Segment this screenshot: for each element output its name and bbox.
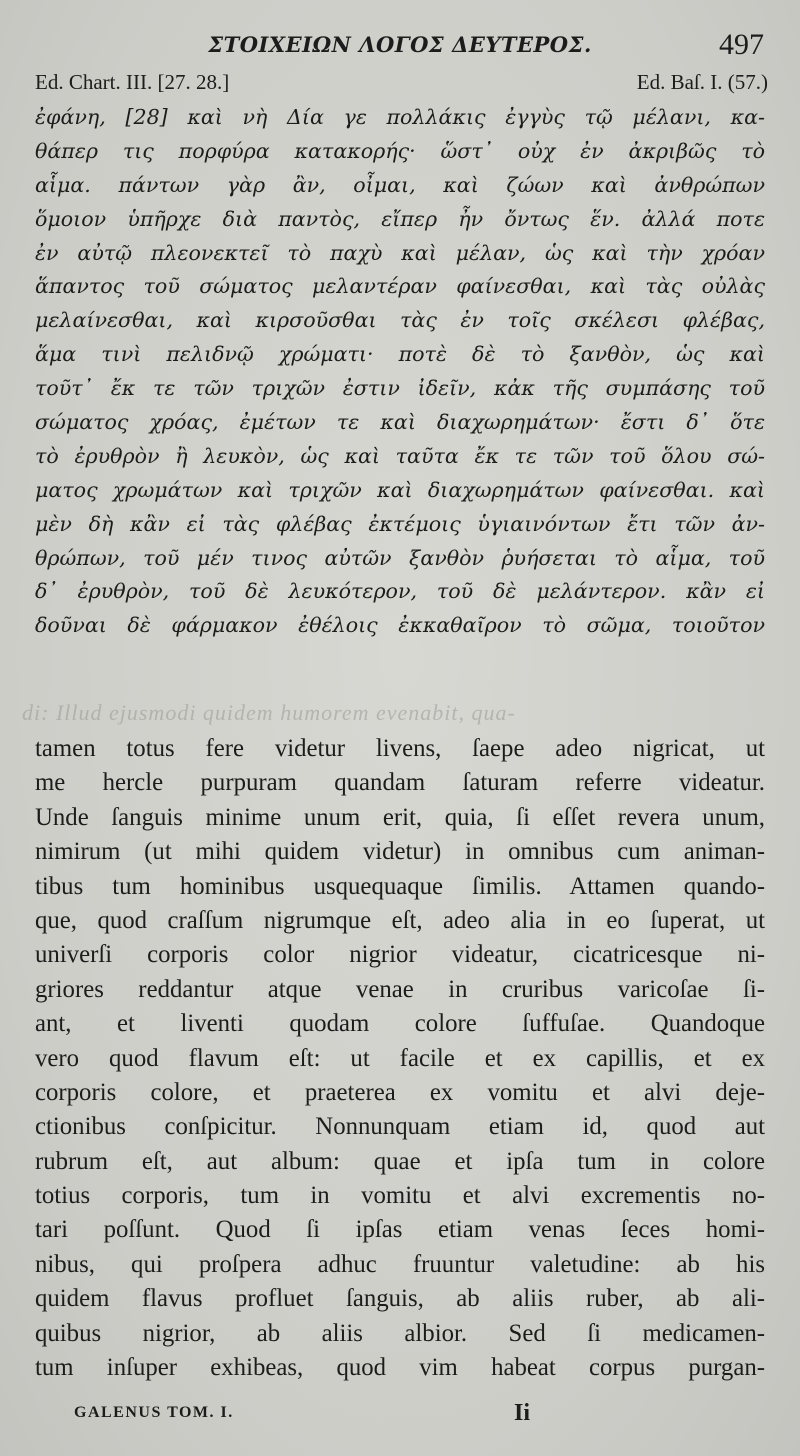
running-title: ΣΤΟΙΧΕΙΩΝ ΛΟΓΟΣ ΔΕΥΤΕΡΟΣ. bbox=[208, 32, 592, 57]
chartier-edition-reference: Ed. Chart. III. [27. 28.] bbox=[35, 70, 230, 94]
greek-line: θάπερ τις πορφύρα κατακορής· ὥστ᾽ οὐχ ἐν ἀκριβῶς τὸ bbox=[35, 138, 765, 163]
latin-line: tibus tum hominibus usquequaque ſimilis. Attamen quando- bbox=[35, 872, 765, 900]
latin-line: tum inſuper exhibeas, quod vim habeat corpus purgan- bbox=[35, 1354, 765, 1382]
latin-line: univerſi corporis color nigrior videatur, cicatricesque ni- bbox=[35, 941, 765, 969]
latin-line: ant, et liventi quodam colore ſuffuſae. Quandoque bbox=[35, 1010, 765, 1038]
greek-line: ὅμοιον ὑπῆρχε διὰ παντὸς, εἴπερ ἦν ὄντως ἕν. ἀλλά ποτε bbox=[35, 206, 765, 231]
latin-line: ctionibus conſpicitur. Nonnunquam etiam id, quod aut bbox=[35, 1113, 765, 1141]
latin-line: quidem flavus profluet ſanguis, ab aliis ruber, ab ali- bbox=[35, 1285, 765, 1313]
latin-line: tari poſſunt. Quod ſi ipſas etiam venas ſeces homi- bbox=[35, 1216, 765, 1244]
greek-line: μὲν δὴ κἂν εἰ τὰς φλέβας ἐκτέμοις ὑγιαινόντων ἔτι τῶν ἀν- bbox=[35, 511, 765, 536]
greek-line: μελαίνεσθαι, καὶ κιρσοῦσθαι τὰς ἐν τοῖς σκέλεσι φλέβας, bbox=[35, 308, 765, 333]
greek-line: τοῦτ᾽ ἔκ τε τῶν τριχῶν ἐστιν ἰδεῖν, κἀκ τῆς συμπάσης τοῦ bbox=[35, 376, 765, 401]
greek-line: θρώπων, τοῦ μέν τινος αὐτῶν ξανθὸν ῥυήσεται τὸ αἷμα, τοῦ bbox=[35, 545, 765, 570]
latin-line: que, quod craſſum nigrumque eſt, adeo alia in eo ſuperat, ut bbox=[35, 906, 765, 934]
edition-references bbox=[35, 70, 768, 98]
bleed-through-text: di: Illud ejusmodi quidem humorem evenabit, qua- bbox=[22, 700, 516, 725]
latin-line: vero quod flavum eſt: ut facile et ex capillis, et ex bbox=[35, 1044, 765, 1072]
latin-line: nimirum (ut mihi quidem videtur) in omnibus cum animan- bbox=[35, 838, 765, 866]
greek-line: σώματος χρόας, ἐμέτων τε καὶ διαχωρημάτων· ἔστι δ᾽ ὅτε bbox=[35, 410, 765, 435]
greek-line: ἅπαντος τοῦ σώματος μελαντέραν φαίνεσθαι, καὶ τὰς οὐλὰς bbox=[35, 274, 765, 299]
latin-line: me hercle purpuram quandam ſaturam referre videatur. bbox=[35, 769, 765, 797]
latin-line: totius corporis, tum in vomitu et alvi excrementis no- bbox=[35, 1182, 765, 1210]
page-footer bbox=[74, 1400, 760, 1430]
greek-line: δ᾽ ἐρυθρὸν, τοῦ δὲ λευκότερον, τοῦ δὲ μελάντερον. κἂν εἰ bbox=[35, 579, 765, 604]
latin-line: rubrum eſt, aut album: quae et ipſa tum in colore bbox=[35, 1147, 765, 1175]
latin-line: Unde ſanguis minime unum erit, quia, ſi eſſet revera unum, bbox=[35, 803, 765, 831]
latin-text-column bbox=[35, 732, 765, 1385]
latin-line: quibus nigrior, ab aliis albior. Sed ſi medicamen- bbox=[35, 1319, 765, 1347]
signature-mark: GALENUS TOM. I. bbox=[74, 1404, 234, 1421]
greek-text-column bbox=[35, 101, 765, 643]
greek-line: ἐφάνη, [28] καὶ νὴ Δία γε πολλάκις ἐγγὺς τῷ μέλανι, κα- bbox=[35, 105, 765, 129]
greek-line: τὸ ἐρυθρὸν ἢ λευκὸν, ὡς καὶ ταῦτα ἔκ τε τῶν τοῦ ὅλου σώ- bbox=[35, 443, 765, 468]
latin-line: nibus, qui proſpera adhuc fruuntur valetudine: ab his bbox=[35, 1250, 765, 1278]
latin-line: corporis colore, et praeterea ex vomitu et alvi deje- bbox=[35, 1078, 765, 1106]
greek-line: ἐν αὐτῷ πλεονεκτεῖ τὸ παχὺ καὶ μέλαν, ὡς καὶ τὴν χρόαν bbox=[35, 240, 765, 265]
basel-edition-reference: Ed. Baſ. I. (57.) bbox=[636, 70, 768, 94]
latin-line: tamen totus fere videtur livens, ſaepe adeo nigricat, ut bbox=[35, 735, 765, 762]
page-number: 497 bbox=[719, 28, 764, 61]
greek-line: δοῦναι δὲ φάρμακον ἐθέλοις ἐκκαθαῖρον τὸ σῶμα, τοιοῦτον bbox=[35, 613, 765, 638]
running-head bbox=[0, 26, 800, 66]
sheet-mark: Ii bbox=[514, 1400, 531, 1426]
greek-line: αἷμα. πάντων γὰρ ἂν, οἶμαι, καὶ ζώων καὶ ἀνθρώπων bbox=[35, 172, 765, 197]
greek-line: ἅμα τινὶ πελιδνῷ χρώματι· ποτὲ δὲ τὸ ξανθὸν, ὡς καὶ bbox=[35, 342, 765, 367]
latin-line: griores reddantur atque venae in cruribus varicoſae ſi- bbox=[35, 975, 765, 1003]
greek-line: ματος χρωμάτων καὶ τριχῶν καὶ διαχωρημάτων φαίνεσθαι. καὶ bbox=[35, 477, 765, 502]
